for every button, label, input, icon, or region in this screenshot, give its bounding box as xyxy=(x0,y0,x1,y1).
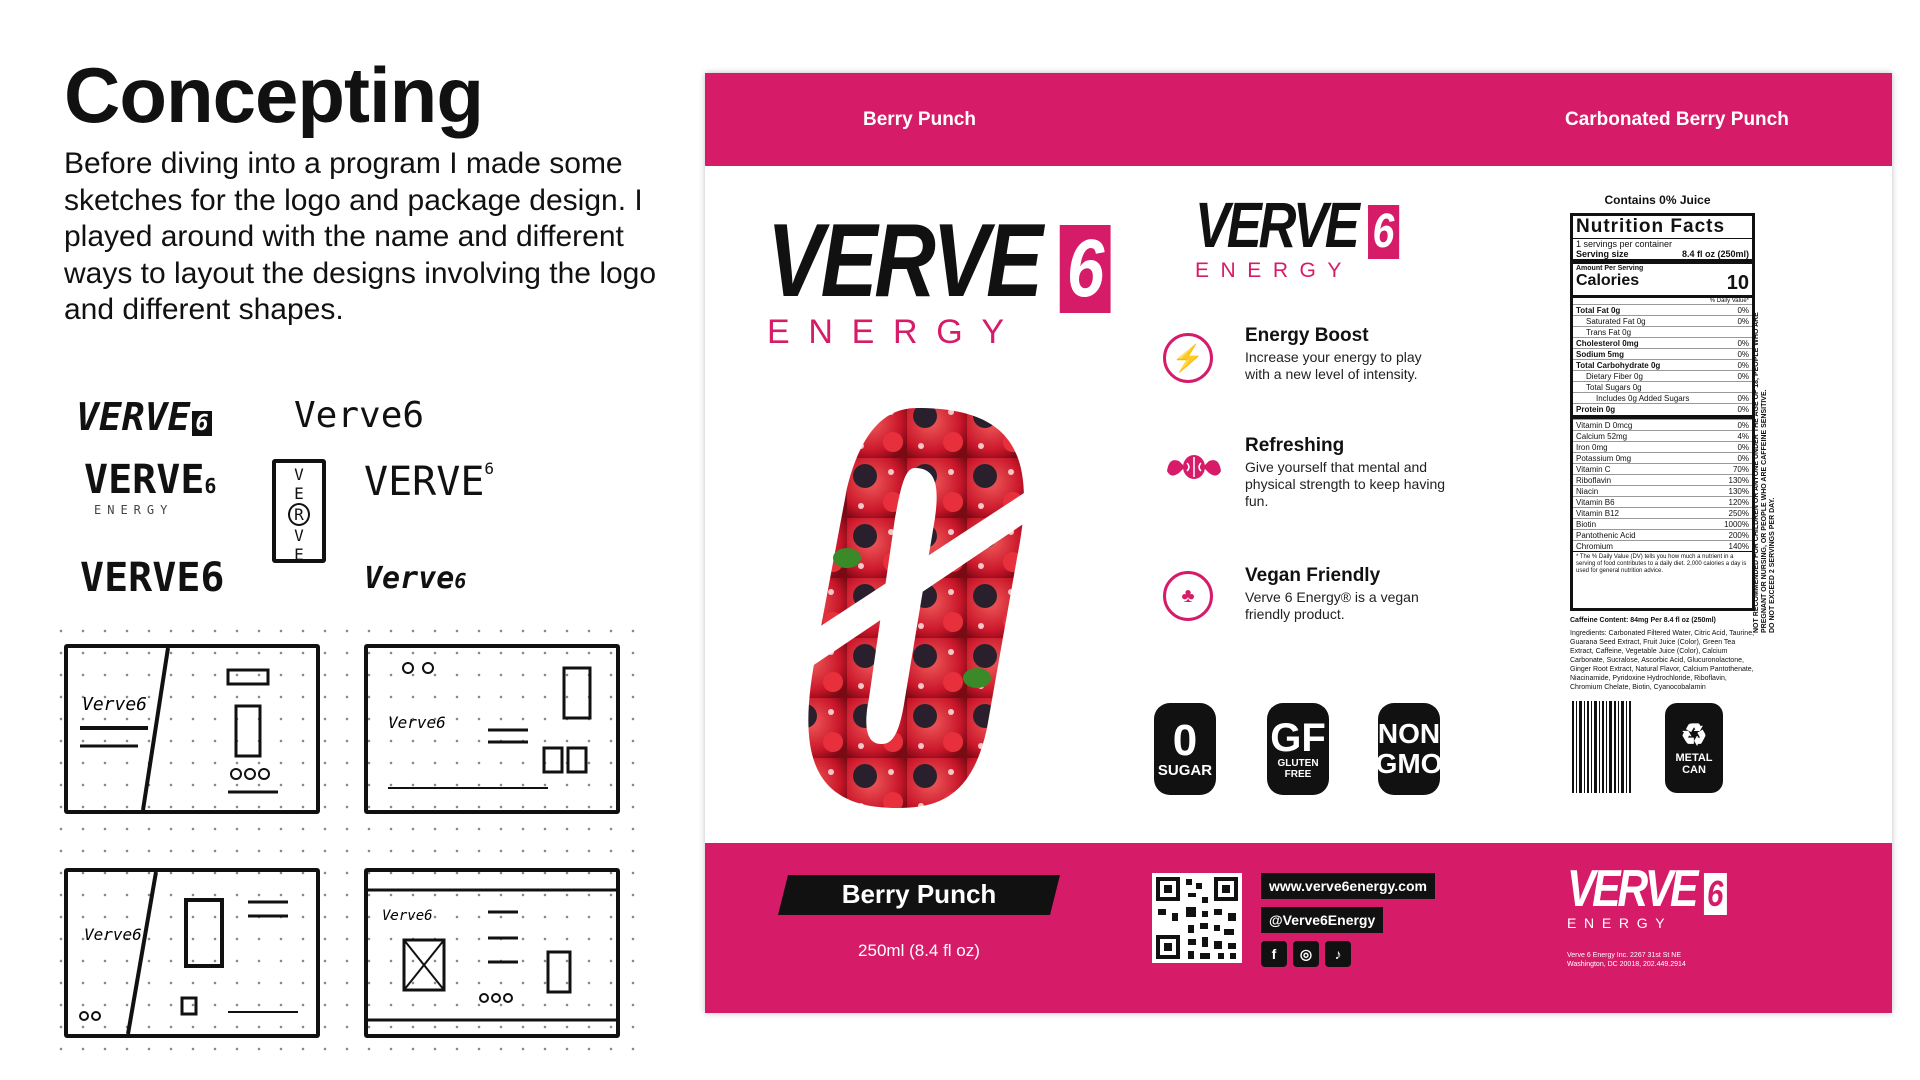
footer-logo-six: 6 xyxy=(1704,873,1727,915)
secondary-logo xyxy=(1195,189,1415,285)
nutrition-footnote: * The % Daily Value (DV) tells you how much a nutrient in a serving of food contributes to a daily diet. 2,000 calories a day is used for general nutrition advice. xyxy=(1573,551,1752,577)
svg-text:Verve6: Verve6 xyxy=(388,713,446,732)
feature-energy-boost xyxy=(1163,325,1463,405)
svg-text:Verve6: Verve6 xyxy=(84,925,142,944)
handle-pill[interactable] xyxy=(1261,907,1383,933)
secondary-logo-six: 6 xyxy=(1368,205,1399,259)
nutrient-dv: 0% xyxy=(1737,454,1749,463)
feature-title: Energy Boost xyxy=(1245,325,1369,346)
layout-sketch-grid xyxy=(50,620,650,1065)
sketch-logo-4: VERVE$^6$ xyxy=(364,459,495,505)
nutrient-dv: 0% xyxy=(1737,372,1749,381)
nutrient-name: Vitamin B6 xyxy=(1576,498,1615,507)
description-text: Before diving into a program I made some sketches for the logo and package design. I played around with the name and different ways to layout the designs involving the logo and different shapes. xyxy=(64,147,657,326)
feature-vegan xyxy=(1163,565,1463,645)
nutrient-name: Pantothenic Acid xyxy=(1576,531,1636,540)
recycle-label: METAL CAN xyxy=(1675,752,1713,776)
website-pill[interactable] xyxy=(1261,873,1435,899)
top-flavor-left: Berry Punch xyxy=(863,109,976,130)
nutrient-row xyxy=(1573,337,1752,348)
sketch-logo-5: VERVE6 xyxy=(80,555,225,601)
gluten-free-badge xyxy=(1267,703,1329,795)
footer-logo-energy: ENERGY xyxy=(1567,915,1673,931)
nutrient-row xyxy=(1573,304,1752,315)
layout-sketch-4 xyxy=(364,868,620,1038)
nutrient-name: Iron 0mg xyxy=(1576,443,1608,452)
nutrient-dv: 0% xyxy=(1737,361,1749,370)
nutrient-row xyxy=(1573,348,1752,359)
sketch-logo-1: VERVE 6 xyxy=(76,395,212,439)
feature-text: Increase your energy to play with a new level of intensity. xyxy=(1245,349,1422,382)
metal-can-badge xyxy=(1665,703,1723,793)
sketch-energy: ENERGY xyxy=(94,503,174,517)
volume-text: 250ml (8.4 fl oz) xyxy=(858,941,980,960)
nutrient-row xyxy=(1573,315,1752,326)
amount-per-serving: Amount Per Serving xyxy=(1576,265,1644,272)
brain-muscle-icon xyxy=(1163,449,1225,485)
nutrient-row xyxy=(1573,359,1752,370)
secondary-logo-wordmark: VERVE xyxy=(1195,189,1357,261)
nutrient-row xyxy=(1573,496,1752,507)
warning-text-vertical-2 xyxy=(1769,273,1785,633)
nutrient-name: Vitamin C xyxy=(1576,465,1611,474)
main-logo-energy: ENERGY xyxy=(767,313,1023,351)
nutrient-name: Cholesterol 0mg xyxy=(1576,339,1639,348)
caffeine-content: Caffeine Content: 84mg Per 8.4 fl oz (250ml) xyxy=(1570,617,1716,624)
feature-title: Refreshing xyxy=(1245,435,1345,456)
package-label xyxy=(705,73,1892,1013)
nutrient-name: Potassium 0mg xyxy=(1576,454,1632,463)
nutrient-dv: 0% xyxy=(1737,317,1749,326)
layout-sketch-1 xyxy=(64,644,320,814)
top-flavor-right: Carbonated Berry Punch xyxy=(1565,109,1789,130)
vegan-leaf-icon: ♣ xyxy=(1163,571,1213,621)
nutrient-dv: 130% xyxy=(1728,487,1749,496)
company-address: Verve 6 Energy Inc. 2267 31st St NE Washington, DC 20018, 202.449.2914 xyxy=(1567,952,1686,968)
feature-text: Give yourself that mental and physical strength to keep having fun. xyxy=(1245,459,1446,509)
social-icons xyxy=(1261,941,1357,967)
page-title: Concepting xyxy=(64,51,483,139)
warning-text-vertical xyxy=(1753,273,1769,633)
top-band xyxy=(705,73,1892,166)
nutrient-row xyxy=(1573,326,1752,337)
sketch-logo-3: VERVE6 xyxy=(84,457,217,503)
badge-big: NON xyxy=(1377,718,1441,749)
svg-text:Verve6: Verve6 xyxy=(382,908,433,924)
nutrient-name: Vitamin B12 xyxy=(1576,509,1619,518)
non-gmo-badge xyxy=(1375,703,1443,795)
calories-row xyxy=(1573,272,1752,298)
nutrient-row xyxy=(1573,419,1752,430)
barcode xyxy=(1570,701,1634,793)
nutrient-dv: 0% xyxy=(1737,350,1749,359)
tiktok-icon[interactable]: ♪ xyxy=(1325,941,1351,967)
layout-sketch-3 xyxy=(64,868,320,1038)
daily-value-header: % Daily Value* xyxy=(1709,298,1749,304)
logo-sketches xyxy=(64,395,544,615)
footer-logo xyxy=(1567,860,1724,935)
nutrient-name: Dietary Fiber 0g xyxy=(1586,372,1643,381)
nutrient-dv: 140% xyxy=(1728,542,1749,551)
nutrient-name: Chromium xyxy=(1576,542,1613,551)
badge-big: 0 xyxy=(1172,715,1198,765)
instagram-icon[interactable]: ◎ xyxy=(1293,941,1319,967)
feature-text: Verve 6 Energy® is a vegan friendly product. xyxy=(1245,589,1419,622)
nutrient-dv: 250% xyxy=(1728,509,1749,518)
nutrient-dv: 0% xyxy=(1737,405,1749,414)
nutrient-dv: 70% xyxy=(1732,465,1749,474)
sketch-logo-2: Verve6 xyxy=(294,395,425,436)
nutrient-name: Includes 0g Added Sugars xyxy=(1596,394,1690,403)
nutrient-row xyxy=(1573,529,1752,540)
nutrient-name: Protein 0g xyxy=(1576,405,1616,414)
nutrient-dv: 130% xyxy=(1728,476,1749,485)
nutrient-row xyxy=(1573,381,1752,392)
facebook-icon[interactable]: f xyxy=(1261,941,1287,967)
nutrient-row xyxy=(1573,392,1752,403)
serving-label: Serving size xyxy=(1576,249,1629,259)
nutrient-row xyxy=(1573,463,1752,474)
nutrient-row xyxy=(1573,430,1752,441)
nutrient-dv: 0% xyxy=(1737,421,1749,430)
nutrient-name: Sodium 5mg xyxy=(1576,350,1625,359)
handle-link[interactable]: @Verve6Energy xyxy=(1261,907,1383,933)
nutrient-row xyxy=(1573,370,1752,381)
feature-title: Vegan Friendly xyxy=(1245,565,1381,586)
nutrient-row xyxy=(1573,441,1752,452)
sketch-logo-6: Verve6 xyxy=(364,561,467,596)
nutrient-name: Total Sugars 0g xyxy=(1586,383,1642,392)
nutrient-row xyxy=(1573,474,1752,485)
serving-size-row xyxy=(1573,249,1752,264)
nutrient-row xyxy=(1573,485,1752,496)
nutrient-dv: 0% xyxy=(1737,306,1749,315)
nutrient-dv: 1000% xyxy=(1724,520,1749,529)
warning-1: NOT RECOMMENDED FOR CHILDREN OR ANYONE UNDER THE AGE OF 18, PEOPLE WHO ARE PREGNANT OR NURSING, OR PEOPLE WHO ARE CAFFEINE SENSITIVE. xyxy=(1753,312,1768,633)
badge-small: GMO xyxy=(1375,748,1443,779)
calories-label: Calories xyxy=(1576,272,1640,289)
nutrition-facts-panel xyxy=(1570,213,1755,611)
nutrient-name: Niacin xyxy=(1576,487,1599,496)
nutrient-dv: 0% xyxy=(1737,339,1749,348)
main-logo-wordmark: VERVE xyxy=(767,203,1040,319)
bottom-band xyxy=(705,843,1892,1013)
nutrient-name: Vitamin D 0mcg xyxy=(1576,421,1633,430)
servings-text: 1 servings per container xyxy=(1573,238,1752,249)
nutrient-name: Saturated Fat 0g xyxy=(1586,317,1646,326)
footer-logo-wordmark: VERVE xyxy=(1567,860,1696,918)
juice-content: Contains 0% Juice xyxy=(1604,193,1711,207)
nutrient-row xyxy=(1573,518,1752,529)
badge-small: GLUTEN FREE xyxy=(1277,758,1319,780)
nutrient-dv: 4% xyxy=(1737,432,1749,441)
nutrient-row xyxy=(1573,507,1752,518)
nutrient-dv: 0% xyxy=(1737,443,1749,452)
svg-text:Verve6: Verve6 xyxy=(82,694,148,715)
nutrient-name: Trans Fat 0g xyxy=(1586,328,1632,337)
recycle-icon: ♻ xyxy=(1680,719,1708,752)
nutrient-rows xyxy=(1573,304,1752,414)
bottom-flavor: Berry Punch xyxy=(841,879,997,909)
berry-zero-graphic xyxy=(787,398,1047,818)
nutrient-dv: 0% xyxy=(1737,394,1749,403)
nutrient-name: Calcium 52mg xyxy=(1576,432,1628,441)
nutrient-name: Total Fat 0g xyxy=(1576,306,1621,315)
vitamin-rows xyxy=(1573,415,1752,551)
nutrient-row xyxy=(1573,540,1752,551)
serving-value: 8.4 fl oz (250ml) xyxy=(1681,249,1749,259)
ingredients-text: Ingredients: Carbonated Filtered Water, Citric Acid, Taurine, Guarana Seed Extract, Fruit Juice (Color), Green Tea Extract, Caffeine, Vegetable Juice (Color), Calcium Carbonate, Sucralose, Ascorbic Acid, Glucuronolactone, Ginger Root Extract, Natural Flavor, Calcium Pantothenate, Niacinamide, Pyridoxine Hydrochloride, Riboflavin, Chromium Chelate, Biotin, Cyanocobalamin xyxy=(1570,630,1755,691)
nutrient-row xyxy=(1573,403,1752,414)
secondary-logo-energy: ENERGY xyxy=(1195,259,1353,282)
nutrient-name: Biotin xyxy=(1576,520,1597,529)
main-logo xyxy=(767,203,1105,353)
nutrient-name: Total Carbohydrate 0g xyxy=(1576,361,1661,370)
warning-2: DO NOT EXCEED 2 SERVINGS PER DAY. xyxy=(1769,497,1776,633)
lightning-bolt-icon: ⚡ xyxy=(1163,333,1213,383)
qr-code[interactable] xyxy=(1152,873,1242,963)
nutrient-name: Riboflavin xyxy=(1576,476,1612,485)
nutrition-title: Nutrition Facts xyxy=(1576,216,1726,237)
zero-sugar-badge xyxy=(1154,703,1216,795)
layout-sketch-2 xyxy=(364,644,620,814)
website-link[interactable]: www.verve6energy.com xyxy=(1261,873,1435,899)
badge-big: GF xyxy=(1270,716,1326,760)
feature-refreshing xyxy=(1163,435,1463,525)
nutrient-row xyxy=(1573,452,1752,463)
nutrient-dv: 200% xyxy=(1728,531,1749,540)
badge-small: SUGAR xyxy=(1157,761,1213,779)
main-logo-six: 6 xyxy=(1060,225,1111,313)
nutrient-dv: 120% xyxy=(1728,498,1749,507)
calories-value: 10 xyxy=(1726,272,1749,294)
sketch-vertical-logo: V E R V E xyxy=(272,459,326,563)
